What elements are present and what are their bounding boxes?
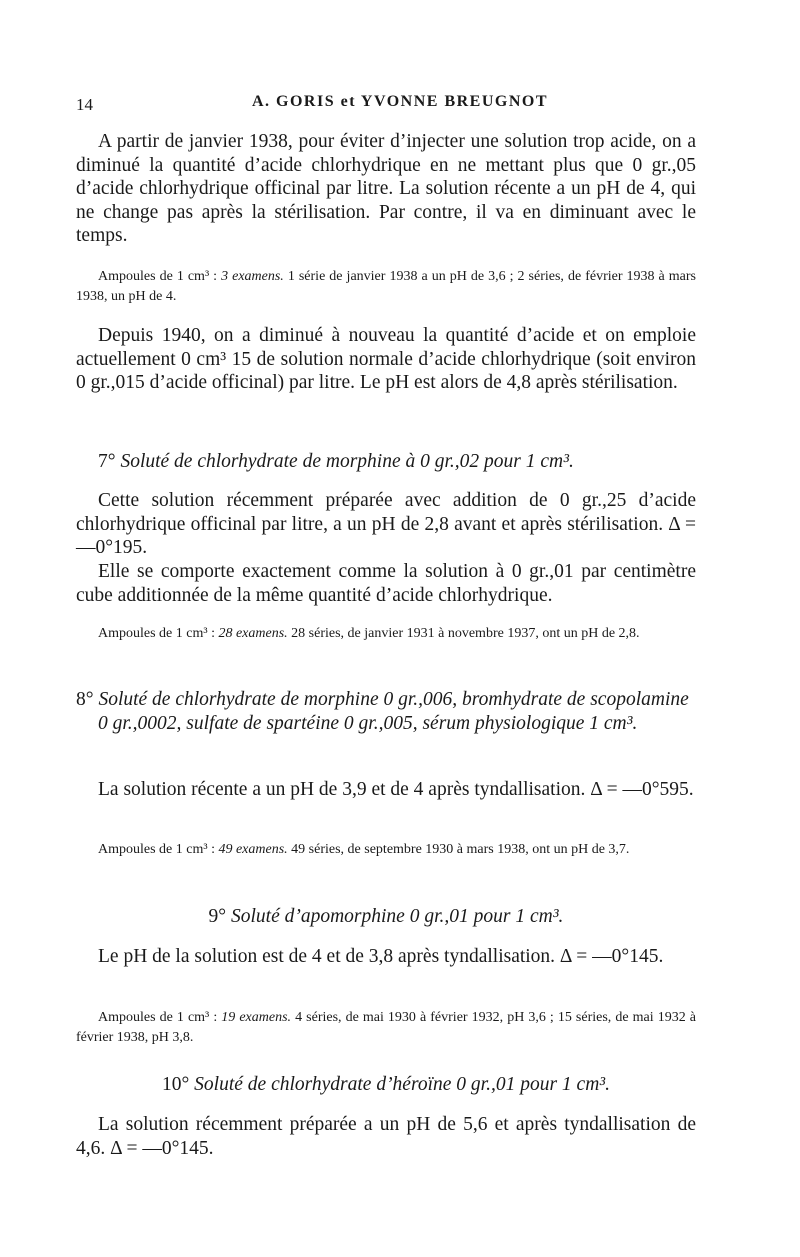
- section-title: Soluté de chlorhydrate de morphine 0 gr.,006, bromhydrate de scopolamine 0 gr.,0002, sulfate de spartéine 0 gr.,005, sérum physiologique 1 cm³.: [98, 689, 689, 734]
- note-exam-count: 19 examens.: [221, 1010, 292, 1025]
- note-detail: 28 séries, de janvier 1931 à novembre 1937, ont un pH de 2,8.: [287, 626, 640, 641]
- note-detail: 1 série de janvier 1938 a un pH de 3,6 ; 2 séries, de février 1938 à mars 1938, un pH de 4.: [76, 269, 696, 304]
- note-exam-count: 28 examens.: [218, 626, 288, 641]
- note-ampoules-49-examens: [76, 840, 696, 860]
- note-lead: Ampoules de 1 cm³ :: [98, 1010, 222, 1025]
- paragraph-heroine: La solution récemment préparée a un pH de 5,6 et après tyndallisation de 4,6. Δ = —0°145.: [76, 1114, 696, 1159]
- running-title: A. GORIS et YVONNE BREUGNOT: [251, 93, 549, 110]
- note-ampoules-28-examens: [76, 624, 696, 644]
- note-ampoules-19-examens: [76, 1008, 696, 1048]
- section-title: Soluté de chlorhydrate d’héroïne 0 gr.,01 pour 1 cm³.: [194, 1074, 611, 1095]
- heading-section-10: [76, 1073, 696, 1097]
- note-detail: 4 séries, de mai 1930 à février 1932, pH 3,6 ; 15 séries, de mai 1932 à février 1938, pH 3,8.: [76, 1010, 696, 1045]
- note-ampoules-3-examens: [76, 267, 696, 307]
- section-number: 10°: [161, 1074, 190, 1095]
- section-title: Soluté de chlorhydrate de morphine à 0 gr.,02 pour 1 cm³.: [120, 451, 574, 472]
- note-exam-count: 3 examens.: [221, 269, 284, 284]
- section-number: 8°: [76, 689, 94, 710]
- page-number: 14: [76, 95, 93, 114]
- note-exam-count: 49 examens.: [218, 842, 288, 857]
- paragraph-since-1940: Depuis 1940, on a diminué à nouveau la quantité d’acide et on emploie actuellement 0 cm³ 15 de solution normale d’acide chlorhydrique (soit environ 0 gr.,015 d’acide officinal) par litre. Le pH est alors de 4,8 après stérilisation.: [76, 325, 696, 393]
- paragraph-morphine-solution: Cette solution récemment préparée avec addition de 0 gr.,25 d’acide chlorhydrique officinal par litre, a un pH de 2,8 avant et après stérilisation. Δ = —0°195.: [76, 490, 696, 558]
- section-number: 9°: [208, 906, 227, 927]
- paragraph-apomorphine: Le pH de la solution est de 4 et de 3,8 après tyndallisation. Δ = —0°145.: [98, 946, 664, 967]
- note-detail: 49 séries, de septembre 1930 à mars 1938, ont un pH de 3,7.: [287, 842, 630, 857]
- note-lead: Ampoules de 1 cm³ :: [98, 842, 219, 857]
- section-title: Soluté d’apomorphine 0 gr.,01 pour 1 cm³.: [230, 906, 564, 927]
- section-number: 7°: [98, 451, 116, 472]
- note-lead: Ampoules de 1 cm³ :: [98, 269, 222, 284]
- paragraph-solution-8: La solution récente a un pH de 3,9 et de 4 après tyndallisation. Δ = —0°595.: [98, 779, 694, 800]
- heading-section-8: [76, 688, 696, 736]
- note-lead: Ampoules de 1 cm³ :: [98, 626, 219, 641]
- paragraph-acid-reduction-1938: A partir de janvier 1938, pour éviter d’injecter une solution trop acide, on a diminué la quantité d’acide chlorhydrique en ne mettant plus que 0 gr.,05 d’acide chlorhydrique officinal par litre. La solution récente a un pH de 4, qui ne change pas après la stérilisation. Par contre, il va en diminuant avec le temps.: [76, 131, 696, 246]
- heading-section-9: [76, 905, 696, 929]
- paragraph-behaviour-comparison: Elle se comporte exactement comme la solution à 0 gr.,01 par centimètre cube additionnée de la même quantité d’acide chlorhydrique.: [76, 561, 696, 606]
- heading-section-7: [76, 450, 696, 474]
